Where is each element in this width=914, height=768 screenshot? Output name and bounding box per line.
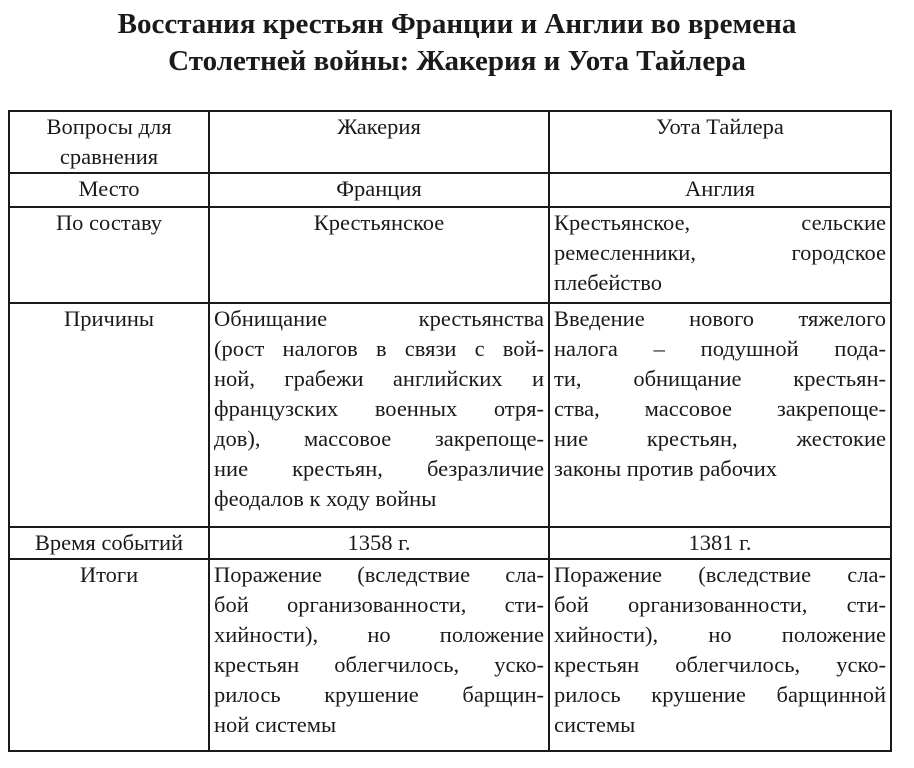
row-label-place: Место xyxy=(9,173,209,207)
header-criteria-line-2: сравнения xyxy=(59,144,159,169)
text-line: Обнищание крестьянства xyxy=(214,306,544,331)
comparison-table xyxy=(8,110,892,752)
text-line: ной системы xyxy=(214,712,337,737)
table-row-place xyxy=(9,173,891,207)
table-row-time xyxy=(9,527,891,559)
text-line: ремесленники, городское xyxy=(554,240,886,265)
text-line: хийности), но положение xyxy=(554,622,886,647)
title-line-1: Восстания крестьян Франции и Англии во времена xyxy=(117,8,797,40)
text-line: ти, обнищание крестьян- xyxy=(554,366,886,391)
cell-results-tyler xyxy=(549,559,891,751)
row-label-results: Итоги xyxy=(9,559,209,751)
table-header-row xyxy=(9,111,891,173)
text-line: ства, массовое закрепоще- xyxy=(554,396,886,421)
text-line: рилось крушение барщинной xyxy=(554,682,886,707)
text-line: бой организованности, сти- xyxy=(554,592,886,617)
cell-composition-jacquerie: Крестьянское xyxy=(209,207,549,303)
text-line: дов), массовое закрепоще- xyxy=(214,426,544,451)
row-label-time: Время событий xyxy=(9,527,209,559)
text-line: крестьян облегчилось, уско- xyxy=(554,652,886,677)
text-line: законы против рабочих xyxy=(554,456,778,481)
cell-place-tyler: Англия xyxy=(549,173,891,207)
header-tyler: Уота Тайлера xyxy=(549,111,891,173)
text-line: системы xyxy=(554,712,636,737)
text-line: ние крестьян, безразличие xyxy=(214,456,544,481)
text-line: ние крестьян, жестокие xyxy=(554,426,886,451)
text-line: бой организованности, сти- xyxy=(214,592,544,617)
text-line: Крестьянское, сельские xyxy=(554,210,886,235)
text-line: Поражение (вследствие сла- xyxy=(214,562,544,587)
cell-results-jacquerie xyxy=(209,559,549,751)
table-row-results xyxy=(9,559,891,751)
text-line: феодалов к ходу войны xyxy=(214,486,437,511)
header-jacquerie: Жакерия xyxy=(209,111,549,173)
page-title xyxy=(0,6,914,80)
header-criteria xyxy=(9,111,209,173)
cell-place-jacquerie: Франция xyxy=(209,173,549,207)
text-line: французских военных отря- xyxy=(214,396,544,421)
title-line-2: Столетней войны: Жакерия и Уота Тайлера xyxy=(168,45,746,77)
table-row-composition xyxy=(9,207,891,303)
cell-causes-tyler xyxy=(549,303,891,527)
text-line: ной, грабежи английских и xyxy=(214,366,544,391)
row-label-composition: По составу xyxy=(9,207,209,303)
text-line: налога – подушной пода- xyxy=(554,336,886,361)
text-line: хийности), но положение xyxy=(214,622,544,647)
cell-composition-tyler xyxy=(549,207,891,303)
text-line: плебейство xyxy=(554,270,662,295)
table-row-causes xyxy=(9,303,891,527)
cell-time-jacquerie: 1358 г. xyxy=(209,527,549,559)
text-line: рилось крушение барщин- xyxy=(214,682,544,707)
text-line: крестьян облегчилось, уско- xyxy=(214,652,544,677)
cell-time-tyler: 1381 г. xyxy=(549,527,891,559)
text-line: Введение нового тяжелого xyxy=(554,306,886,331)
text-line: (рост налогов в связи с вой- xyxy=(214,336,544,361)
row-label-causes: Причины xyxy=(9,303,209,527)
header-criteria-line-1: Вопросы для xyxy=(46,114,172,139)
text-line: Поражение (вследствие сла- xyxy=(554,562,886,587)
cell-causes-jacquerie xyxy=(209,303,549,527)
